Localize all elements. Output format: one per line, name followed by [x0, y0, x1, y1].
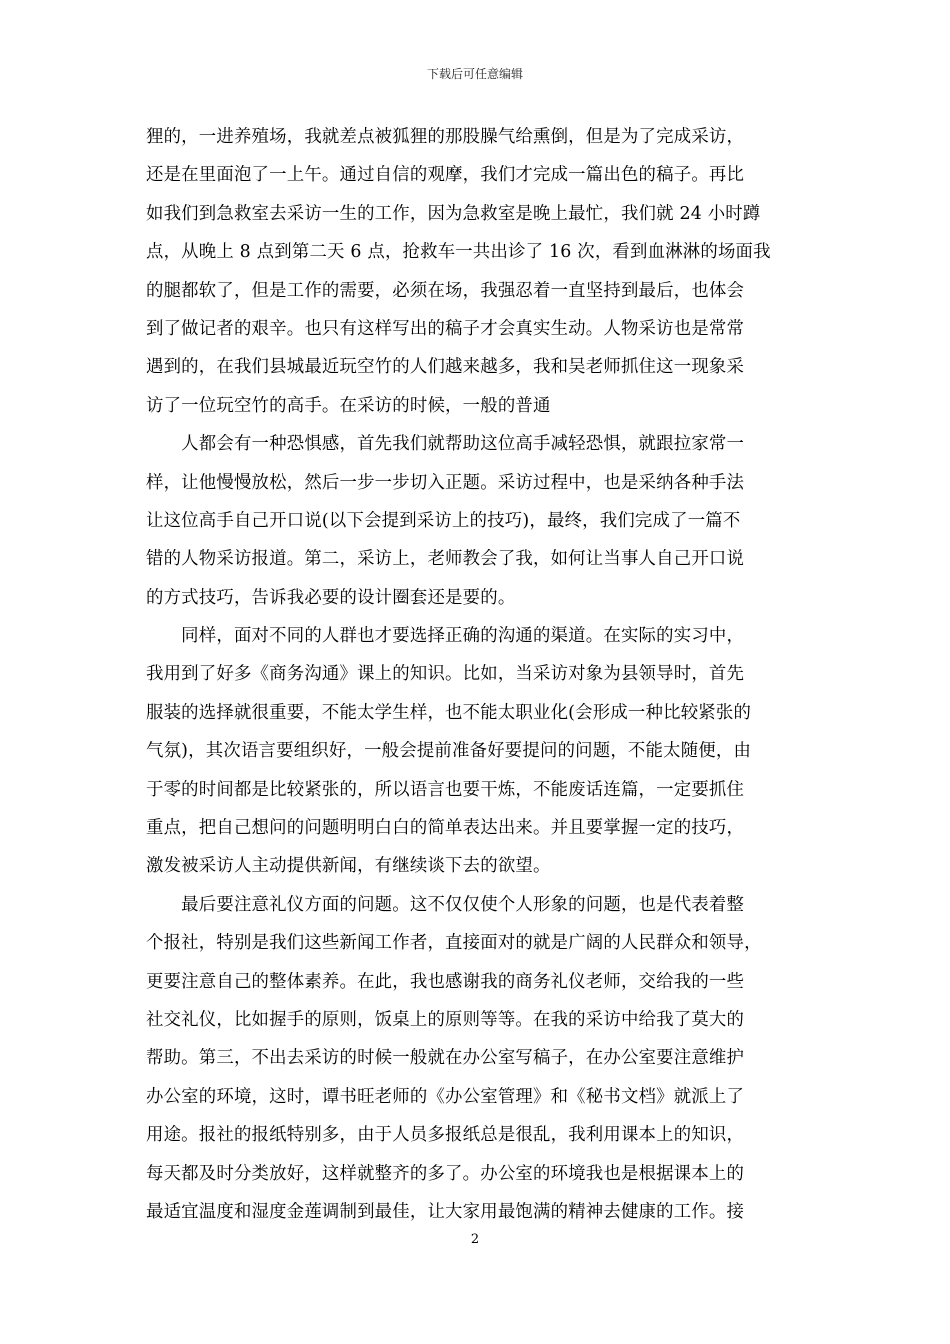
text-line: 每天都及时分类放好，这样就整齐的多了。办公室的环境我也是根据课本上的: [146, 1163, 745, 1184]
text-line: 点，从晚上 8 点到第二天 6 点，抢救车一共出诊了 16 次，看到血淋淋的场面我: [146, 242, 771, 263]
text-line: 更要注意自己的整体素养。在此，我也感谢我的商务礼仪老师，交给我的一些: [146, 971, 745, 992]
text-line: 访了一位玩空竹的高手。在采访的时候，一般的普通: [146, 395, 551, 416]
page-header: 下载后可任意编辑: [426, 67, 523, 81]
text-line: 办公室的环境，这时，谭书旺老师的《办公室管理》和《秘书文档》就派上了: [146, 1086, 745, 1107]
page-number: 2: [470, 1232, 480, 1247]
document-body: [146, 118, 810, 1231]
text-line: 重点，把自己想问的问题明明白白的简单表达出来。并且要掌握一定的技巧，: [146, 818, 745, 839]
text-line: 于零的时间都是比较紧张的，所以语言也要干炼，不能废话连篇，一定要抓住: [146, 779, 745, 800]
text-line: 到了做记者的艰辛。也只有这样写出的稿子才会真实生动。人物采访也是常常: [146, 318, 745, 339]
text-line: 还是在里面泡了一上午。通过自信的观摩，我们才完成一篇出色的稿子。再比: [146, 165, 745, 186]
text-line: 样，让他慢慢放松，然后一步一步切入正题。采访过程中，也是采纳各种手法: [146, 472, 745, 493]
text-line: 帮助。第三，不出去采访的时候一般就在办公室写稿子，在办公室要注意维护: [146, 1048, 745, 1069]
text-line: 同样，面对不同的人群也才要选择正确的沟通的渠道。在实际的实习中，: [146, 626, 745, 647]
text-line: 的方式技巧，告诉我必要的设计圈套还是要的。: [146, 587, 516, 608]
text-line: 狸的，一进养殖场，我就差点被狐狸的那股臊气给熏倒，但是为了完成采访，: [146, 127, 745, 147]
text-line: 用途。报社的报纸特别多，由于人员多报纸总是很乱，我利用课本上的知识，: [146, 1125, 745, 1146]
text-line: 最后要注意礼仪方面的问题。这不仅仅使个人形象的问题，也是代表着整: [146, 894, 745, 915]
text-line: 最适宜温度和湿度金莲调制到最佳，让大家用最饱满的精神去健康的工作。接: [146, 1201, 745, 1222]
text-line: 个报社，特别是我们这些新闻工作者，直接面对的就是广阔的人民群众和领导，: [146, 933, 762, 954]
text-line: 气氛)，其次语言要组织好，一般会提前准备好要提问的问题，不能太随便，由: [146, 741, 752, 762]
text-line: 遇到的，在我们县城最近玩空竹的人们越来越多，我和吴老师抓住这一现象采: [146, 357, 745, 378]
text-line: 我用到了好多《商务沟通》课上的知识。比如，当采访对象为县领导时，首先: [146, 664, 745, 685]
text-line: 社交礼仪，比如握手的原则，饭桌上的原则等等。在我的采访中给我了莫大的: [146, 1009, 745, 1030]
text-line: 错的人物采访报道。第二，采访上，老师教会了我，如何让当事人自己开口说: [146, 549, 745, 570]
text-line: 如我们到急救室去采访一生的工作，因为急救室是晚上最忙，我们就 24 小时蹲: [146, 203, 761, 224]
text-line: 让这位高手自己开口说(以下会提到采访上的技巧)，最终，我们完成了一篇不: [146, 510, 741, 531]
text-line: 激发被采访人主动提供新闻，有继续谈下去的欲望。: [146, 856, 551, 877]
text-line: 人都会有一种恐惧感，首先我们就帮助这位高手减轻恐惧，就跟拉家常一: [146, 434, 745, 455]
text-line: 服装的选择就很重要，不能太学生样，也不能太职业化(会形成一种比较紧张的: [146, 702, 752, 723]
text-line: 的腿都软了，但是工作的需要，必须在场，我强忍着一直坚持到最后，也体会: [146, 280, 745, 301]
